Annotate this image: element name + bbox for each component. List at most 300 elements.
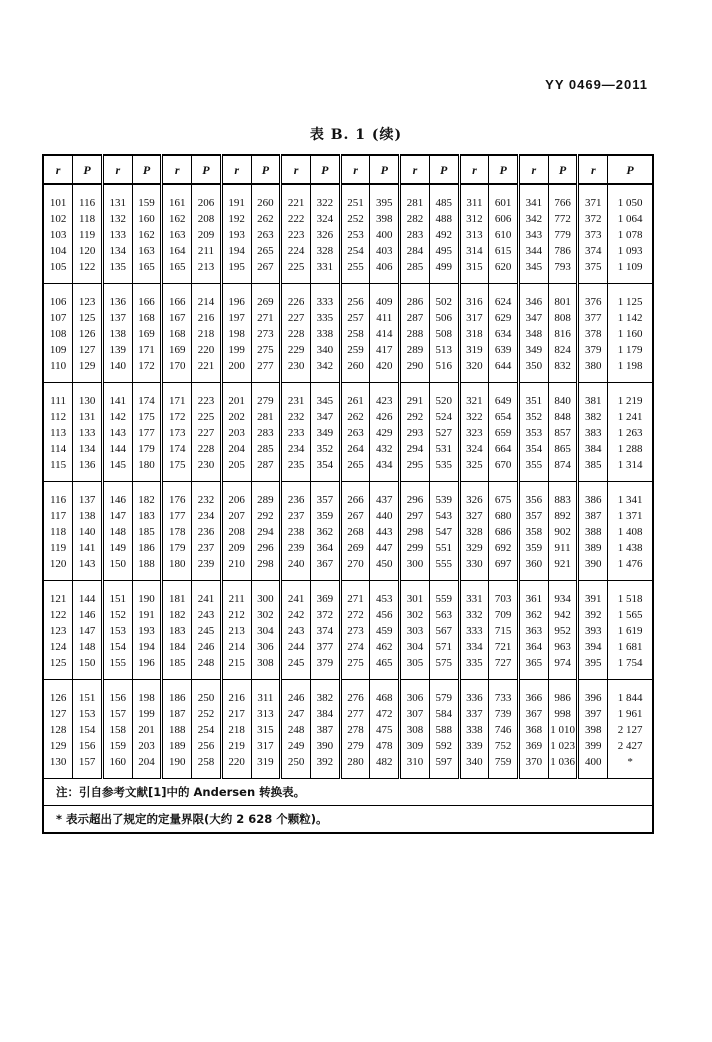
r-value-cell: 253 — [340, 227, 370, 243]
p-value-cell: 294 — [251, 524, 281, 540]
p-value-cell: 296 — [251, 540, 281, 556]
r-value-cell: 232 — [281, 409, 311, 425]
p-value-cell: 199 — [132, 706, 162, 722]
r-value-cell: 202 — [221, 409, 251, 425]
p-value-cell: 659 — [489, 425, 519, 441]
r-value-cell: 343 — [519, 227, 549, 243]
r-value-cell: 350 — [519, 358, 549, 383]
table-row — [43, 738, 653, 754]
standard-code: YY 0469—2011 — [545, 77, 648, 92]
p-value-cell: 250 — [192, 680, 222, 707]
p-value-cell: 555 — [429, 556, 459, 581]
r-value-cell: 372 — [578, 211, 608, 227]
p-value-cell: 169 — [132, 326, 162, 342]
p-value-cell: 154 — [73, 722, 103, 738]
p-value-cell: 216 — [192, 310, 222, 326]
p-value-cell: 963 — [548, 639, 578, 655]
r-value-cell: 228 — [281, 326, 311, 342]
r-value-cell: 227 — [281, 310, 311, 326]
r-value-cell: 197 — [221, 310, 251, 326]
p-value-cell: 434 — [370, 457, 400, 482]
p-value-cell: 398 — [370, 211, 400, 227]
r-value-cell: 269 — [340, 540, 370, 556]
r-value-cell: 248 — [281, 722, 311, 738]
p-value-cell: 322 — [310, 184, 340, 211]
p-value-cell: 326 — [310, 227, 340, 243]
r-value-cell: 315 — [459, 259, 489, 284]
header-r: r — [281, 155, 311, 184]
p-value-cell: 138 — [73, 508, 103, 524]
p-value-cell: 302 — [251, 607, 281, 623]
r-value-cell: 159 — [102, 738, 132, 754]
r-value-cell: 312 — [459, 211, 489, 227]
r-value-cell: 299 — [400, 540, 430, 556]
p-value-cell: 2 127 — [608, 722, 653, 738]
p-value-cell: 952 — [548, 623, 578, 639]
r-value-cell: 238 — [281, 524, 311, 540]
p-value-cell: 468 — [370, 680, 400, 707]
r-value-cell: 393 — [578, 623, 608, 639]
r-value-cell: 271 — [340, 581, 370, 608]
p-value-cell: 1 438 — [608, 540, 653, 556]
r-value-cell: 153 — [102, 623, 132, 639]
p-value-cell: 606 — [489, 211, 519, 227]
r-value-cell: 270 — [340, 556, 370, 581]
r-value-cell: 368 — [519, 722, 549, 738]
p-value-cell: 123 — [73, 284, 103, 311]
r-value-cell: 187 — [162, 706, 192, 722]
table-row — [43, 326, 653, 342]
p-value-cell: 275 — [251, 342, 281, 358]
header-r: r — [340, 155, 370, 184]
table-row — [43, 441, 653, 457]
p-value-cell: 874 — [548, 457, 578, 482]
r-value-cell: 323 — [459, 425, 489, 441]
p-value-cell: 857 — [548, 425, 578, 441]
table-row — [43, 540, 653, 556]
r-value-cell: 133 — [102, 227, 132, 243]
p-value-cell: 379 — [310, 655, 340, 680]
r-value-cell: 292 — [400, 409, 430, 425]
r-value-cell: 150 — [102, 556, 132, 581]
r-value-cell: 328 — [459, 524, 489, 540]
p-value-cell: 271 — [251, 310, 281, 326]
p-value-cell: 575 — [429, 655, 459, 680]
table-row — [43, 607, 653, 623]
p-value-cell: 125 — [73, 310, 103, 326]
p-value-cell: 567 — [429, 623, 459, 639]
r-value-cell: 279 — [340, 738, 370, 754]
r-value-cell: 296 — [400, 482, 430, 509]
p-value-cell: 883 — [548, 482, 578, 509]
r-value-cell: 177 — [162, 508, 192, 524]
table-row — [43, 706, 653, 722]
r-value-cell: 218 — [221, 722, 251, 738]
p-value-cell: 921 — [548, 556, 578, 581]
p-value-cell: 134 — [73, 441, 103, 457]
table-header-row — [43, 155, 653, 184]
p-value-cell: 1 125 — [608, 284, 653, 311]
p-value-cell: 615 — [489, 243, 519, 259]
p-value-cell: 403 — [370, 243, 400, 259]
p-value-cell: 495 — [429, 243, 459, 259]
r-value-cell: 174 — [162, 441, 192, 457]
p-value-cell: 1 263 — [608, 425, 653, 441]
r-value-cell: 384 — [578, 441, 608, 457]
p-value-cell: 513 — [429, 342, 459, 358]
r-value-cell: 104 — [43, 243, 73, 259]
header-r: r — [578, 155, 608, 184]
p-value-cell: 450 — [370, 556, 400, 581]
r-value-cell: 168 — [162, 326, 192, 342]
r-value-cell: 371 — [578, 184, 608, 211]
p-value-cell: 153 — [73, 706, 103, 722]
p-value-cell: 211 — [192, 243, 222, 259]
r-value-cell: 351 — [519, 383, 549, 410]
p-value-cell: 1 314 — [608, 457, 653, 482]
p-value-cell: 234 — [192, 508, 222, 524]
r-value-cell: 390 — [578, 556, 608, 581]
r-value-cell: 287 — [400, 310, 430, 326]
r-value-cell: 208 — [221, 524, 251, 540]
p-value-cell: 793 — [548, 259, 578, 284]
r-value-cell: 251 — [340, 184, 370, 211]
r-value-cell: 375 — [578, 259, 608, 284]
p-value-cell: 160 — [132, 211, 162, 227]
r-value-cell: 373 — [578, 227, 608, 243]
r-value-cell: 321 — [459, 383, 489, 410]
p-value-cell: 752 — [489, 738, 519, 754]
p-value-cell: 122 — [73, 259, 103, 284]
r-value-cell: 194 — [221, 243, 251, 259]
p-value-cell: 118 — [73, 211, 103, 227]
r-value-cell: 337 — [459, 706, 489, 722]
r-value-cell: 167 — [162, 310, 192, 326]
r-value-cell: 289 — [400, 342, 430, 358]
p-value-cell: 390 — [310, 738, 340, 754]
r-value-cell: 213 — [221, 623, 251, 639]
r-value-cell: 266 — [340, 482, 370, 509]
header-p: P — [310, 155, 340, 184]
p-value-cell: 166 — [132, 284, 162, 311]
p-value-cell: 429 — [370, 425, 400, 441]
p-value-cell: 808 — [548, 310, 578, 326]
r-value-cell: 394 — [578, 639, 608, 655]
r-value-cell: 190 — [162, 754, 192, 779]
r-value-cell: 108 — [43, 326, 73, 342]
p-value-cell: 116 — [73, 184, 103, 211]
r-value-cell: 176 — [162, 482, 192, 509]
p-value-cell: 506 — [429, 310, 459, 326]
p-value-cell: 1 844 — [608, 680, 653, 707]
p-value-cell: 228 — [192, 441, 222, 457]
r-value-cell: 185 — [162, 655, 192, 680]
r-value-cell: 370 — [519, 754, 549, 779]
r-value-cell: 162 — [162, 211, 192, 227]
r-value-cell: 307 — [400, 706, 430, 722]
r-value-cell: 126 — [43, 680, 73, 707]
r-value-cell: 268 — [340, 524, 370, 540]
r-value-cell: 391 — [578, 581, 608, 608]
table-row — [43, 556, 653, 581]
p-value-cell: 328 — [310, 243, 340, 259]
r-value-cell: 261 — [340, 383, 370, 410]
p-value-cell: 239 — [192, 556, 222, 581]
r-value-cell: 142 — [102, 409, 132, 425]
table-row — [43, 211, 653, 227]
p-value-cell: 779 — [548, 227, 578, 243]
r-value-cell: 205 — [221, 457, 251, 482]
p-value-cell: 531 — [429, 441, 459, 457]
r-value-cell: 325 — [459, 457, 489, 482]
p-value-cell: 1 198 — [608, 358, 653, 383]
p-value-cell: 649 — [489, 383, 519, 410]
p-value-cell: 377 — [310, 639, 340, 655]
r-value-cell: 182 — [162, 607, 192, 623]
p-value-cell: 285 — [251, 441, 281, 457]
p-value-cell: 146 — [73, 607, 103, 623]
p-value-cell: 315 — [251, 722, 281, 738]
p-value-cell: 1 754 — [608, 655, 653, 680]
r-value-cell: 388 — [578, 524, 608, 540]
p-value-cell: 571 — [429, 639, 459, 655]
header-r: r — [459, 155, 489, 184]
p-value-cell: 1 681 — [608, 639, 653, 655]
r-value-cell: 242 — [281, 607, 311, 623]
p-value-cell: 715 — [489, 623, 519, 639]
r-value-cell: 310 — [400, 754, 430, 779]
r-value-cell: 305 — [400, 655, 430, 680]
r-value-cell: 288 — [400, 326, 430, 342]
p-value-cell: 520 — [429, 383, 459, 410]
p-value-cell: 292 — [251, 508, 281, 524]
p-value-cell: 420 — [370, 358, 400, 383]
r-value-cell: 136 — [102, 284, 132, 311]
p-value-cell: 191 — [132, 607, 162, 623]
table-row — [43, 342, 653, 358]
p-value-cell: 766 — [548, 184, 578, 211]
p-value-cell: 848 — [548, 409, 578, 425]
r-value-cell: 191 — [221, 184, 251, 211]
p-value-cell: 832 — [548, 358, 578, 383]
r-value-cell: 179 — [162, 540, 192, 556]
p-value-cell: 440 — [370, 508, 400, 524]
r-value-cell: 334 — [459, 639, 489, 655]
p-value-cell: 209 — [192, 227, 222, 243]
p-value-cell: 1 109 — [608, 259, 653, 284]
r-value-cell: 335 — [459, 655, 489, 680]
r-value-cell: 280 — [340, 754, 370, 779]
r-value-cell: 386 — [578, 482, 608, 509]
p-value-cell: 185 — [132, 524, 162, 540]
r-value-cell: 396 — [578, 680, 608, 707]
p-value-cell: 367 — [310, 556, 340, 581]
p-value-cell: 352 — [310, 441, 340, 457]
r-value-cell: 223 — [281, 227, 311, 243]
p-value-cell: 308 — [251, 655, 281, 680]
r-value-cell: 125 — [43, 655, 73, 680]
p-value-cell: 193 — [132, 623, 162, 639]
r-value-cell: 239 — [281, 540, 311, 556]
r-value-cell: 138 — [102, 326, 132, 342]
table-row — [43, 310, 653, 326]
r-value-cell: 135 — [102, 259, 132, 284]
p-value-cell: 387 — [310, 722, 340, 738]
p-value-cell: 232 — [192, 482, 222, 509]
r-value-cell: 313 — [459, 227, 489, 243]
p-value-cell: 198 — [132, 680, 162, 707]
r-value-cell: 121 — [43, 581, 73, 608]
p-value-cell: 559 — [429, 581, 459, 608]
r-value-cell: 359 — [519, 540, 549, 556]
p-value-cell: 245 — [192, 623, 222, 639]
p-value-cell: 331 — [310, 259, 340, 284]
r-value-cell: 347 — [519, 310, 549, 326]
p-value-cell: 171 — [132, 342, 162, 358]
r-value-cell: 233 — [281, 425, 311, 441]
p-value-cell: 584 — [429, 706, 459, 722]
r-value-cell: 380 — [578, 358, 608, 383]
p-value-cell: 456 — [370, 607, 400, 623]
p-value-cell: 236 — [192, 524, 222, 540]
r-value-cell: 110 — [43, 358, 73, 383]
r-value-cell: 178 — [162, 524, 192, 540]
r-value-cell: 165 — [162, 259, 192, 284]
r-value-cell: 344 — [519, 243, 549, 259]
p-value-cell: 148 — [73, 639, 103, 655]
r-value-cell: 143 — [102, 425, 132, 441]
p-value-cell: 686 — [489, 524, 519, 540]
header-p: P — [608, 155, 653, 184]
r-value-cell: 316 — [459, 284, 489, 311]
p-value-cell: 281 — [251, 409, 281, 425]
r-value-cell: 102 — [43, 211, 73, 227]
p-value-cell: 459 — [370, 623, 400, 639]
p-value-cell: 131 — [73, 409, 103, 425]
r-value-cell: 318 — [459, 326, 489, 342]
r-value-cell: 112 — [43, 409, 73, 425]
table-note-row — [43, 779, 653, 806]
r-value-cell: 117 — [43, 508, 73, 524]
table-row — [43, 639, 653, 655]
p-value-cell: 180 — [132, 457, 162, 482]
r-value-cell: 152 — [102, 607, 132, 623]
p-value-cell: 539 — [429, 482, 459, 509]
p-value-cell: 243 — [192, 607, 222, 623]
p-value-cell: 840 — [548, 383, 578, 410]
p-value-cell: 1 078 — [608, 227, 653, 243]
p-value-cell: 482 — [370, 754, 400, 779]
p-value-cell: 136 — [73, 457, 103, 482]
table-row — [43, 243, 653, 259]
p-value-cell: 246 — [192, 639, 222, 655]
p-value-cell: 680 — [489, 508, 519, 524]
p-value-cell: 129 — [73, 358, 103, 383]
header-r: r — [519, 155, 549, 184]
r-value-cell: 273 — [340, 623, 370, 639]
r-value-cell: 195 — [221, 259, 251, 284]
header-r: r — [221, 155, 251, 184]
p-value-cell: 230 — [192, 457, 222, 482]
r-value-cell: 346 — [519, 284, 549, 311]
r-value-cell: 155 — [102, 655, 132, 680]
r-value-cell: 311 — [459, 184, 489, 211]
p-value-cell: 147 — [73, 623, 103, 639]
r-value-cell: 132 — [102, 211, 132, 227]
r-value-cell: 392 — [578, 607, 608, 623]
r-value-cell: 111 — [43, 383, 73, 410]
header-r: r — [102, 155, 132, 184]
r-value-cell: 128 — [43, 722, 73, 738]
r-value-cell: 395 — [578, 655, 608, 680]
r-value-cell: 326 — [459, 482, 489, 509]
r-value-cell: 120 — [43, 556, 73, 581]
r-value-cell: 169 — [162, 342, 192, 358]
r-value-cell: 249 — [281, 738, 311, 754]
table-row — [43, 508, 653, 524]
r-value-cell: 278 — [340, 722, 370, 738]
r-value-cell: 146 — [102, 482, 132, 509]
p-value-cell: 692 — [489, 540, 519, 556]
p-value-cell: 218 — [192, 326, 222, 342]
p-value-cell: 183 — [132, 508, 162, 524]
r-value-cell: 181 — [162, 581, 192, 608]
r-value-cell: 353 — [519, 425, 549, 441]
header-p: P — [192, 155, 222, 184]
r-value-cell: 134 — [102, 243, 132, 259]
r-value-cell: 196 — [221, 284, 251, 311]
r-value-cell: 131 — [102, 184, 132, 211]
p-value-cell: 675 — [489, 482, 519, 509]
r-value-cell: 354 — [519, 441, 549, 457]
table-title: 表 B. 1 (续) — [309, 127, 403, 143]
p-value-cell: 157 — [73, 754, 103, 779]
p-value-cell: 634 — [489, 326, 519, 342]
r-value-cell: 398 — [578, 722, 608, 738]
p-value-cell: 426 — [370, 409, 400, 425]
r-value-cell: 158 — [102, 722, 132, 738]
p-value-cell: 551 — [429, 540, 459, 556]
r-value-cell: 275 — [340, 655, 370, 680]
r-value-cell: 212 — [221, 607, 251, 623]
r-value-cell: 283 — [400, 227, 430, 243]
p-value-cell: 409 — [370, 284, 400, 311]
header-p: P — [132, 155, 162, 184]
p-value-cell: 772 — [548, 211, 578, 227]
p-value-cell: 369 — [310, 581, 340, 608]
r-value-cell: 377 — [578, 310, 608, 326]
p-value-cell: 260 — [251, 184, 281, 211]
p-value-cell: 739 — [489, 706, 519, 722]
p-value-cell: 579 — [429, 680, 459, 707]
p-value-cell: 437 — [370, 482, 400, 509]
table-body — [43, 184, 653, 833]
r-value-cell: 221 — [281, 184, 311, 211]
p-value-cell: 168 — [132, 310, 162, 326]
r-value-cell: 285 — [400, 259, 430, 284]
header-r: r — [162, 155, 192, 184]
header-p: P — [370, 155, 400, 184]
r-value-cell: 340 — [459, 754, 489, 779]
r-value-cell: 276 — [340, 680, 370, 707]
p-value-cell: 746 — [489, 722, 519, 738]
r-value-cell: 263 — [340, 425, 370, 441]
r-value-cell: 327 — [459, 508, 489, 524]
p-value-cell: 443 — [370, 524, 400, 540]
p-value-cell: 499 — [429, 259, 459, 284]
r-value-cell: 260 — [340, 358, 370, 383]
p-value-cell: 359 — [310, 508, 340, 524]
